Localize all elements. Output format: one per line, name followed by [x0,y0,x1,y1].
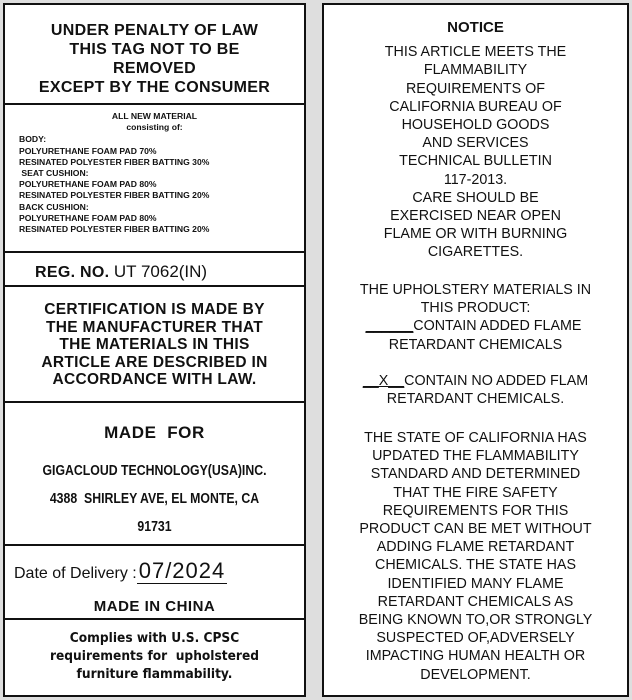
materials-intro-line: THIS PRODUCT: [420,300,531,317]
option-none-text-2: RETARDANT CHEMICALS. [386,391,565,408]
material-item: SEAT CUSHION: [19,168,89,179]
material-heading: ALL NEW MATERIAL [111,111,198,121]
state-line: RETARDANT CHEMICALS AS [377,593,574,610]
notice-line: REQUIREMENTS OF [405,80,545,97]
notice-line: TECHNICAL BULLETIN [399,153,552,170]
material-item: POLYURETHANE FOAM PAD 70% [19,145,157,156]
certification-statement [5,287,304,403]
notice-line: FLAMMABILITY [423,62,528,79]
material-contents [5,105,304,253]
flame-retardant-declaration [324,281,627,408]
cpsc-line: furniture flammability. [76,666,233,682]
material-item: POLYURETHANE FOAM PAD 80% [19,179,157,190]
state-line: THE STATE OF CALIFORNIA HAS [364,430,587,446]
notice-section [324,19,627,262]
notice-line: AND SERVICES [422,135,529,152]
cpsc-compliance [5,620,304,695]
state-line: SUSPECTED OF,ADVERSELY [376,630,575,647]
delivery-label: Date of Delivery : [14,565,137,582]
state-line: CHEMICALS. THE STATE HAS [375,557,576,574]
certification-line: THE MANUFACTURER THAT [46,318,263,336]
law-tag-left-panel [3,3,306,697]
material-item: RESINATED POLYESTER FIBER BATTING 20% [19,224,210,235]
option-added-chemicals [322,317,625,335]
material-item: RESINATED POLYESTER FIBER BATTING 20% [19,190,210,201]
delivery-value: 07/2024 [138,558,226,583]
cpsc-line: requirements for upholstered [49,648,260,664]
state-line: REQUIREMENTS FOR THIS [382,502,569,519]
notice-line: FLAME OR WITH BURNING [383,226,568,243]
materials-intro-line: THE UPHOLSTERY MATERIALS IN [359,282,592,298]
notice-line: EXERCISED NEAR OPEN [390,208,561,225]
state-line: IDENTIFIED MANY FLAME [387,575,564,592]
state-line: PRODUCT CAN BE MET WITHOUT [359,521,592,538]
notice-right-panel [322,3,629,697]
notice-line: 117-2013. [443,171,508,188]
notice-line: CARE SHOULD BE [412,189,539,206]
certification-line: CERTIFICATION IS MADE BY [44,301,265,318]
notice-line: CIGARETTES. [427,244,524,261]
certification-line: THE MATERIALS IN THIS [59,336,250,353]
penalty-line: UNDER PENALTY OF LAW [50,22,259,39]
state-line: IMPACTING HUMAN HEALTH OR [365,648,586,665]
notice-line: HOUSEHOLD GOODS [401,117,550,134]
reg-value: UT 7062(IN) [113,262,208,281]
state-line: ADDING FLAME RETARDANT [376,539,575,556]
made-for-title: MADE FOR [104,423,205,442]
material-item: BODY: [19,134,47,145]
delivery-section [5,546,304,620]
option-none-text: CONTAIN NO ADDED FLAM [404,372,589,389]
state-line: STANDARD AND DETERMINED [370,466,581,483]
penalty-line: REMOVED [113,60,196,77]
state-line: UPDATED THE FLAMMABILITY [372,448,579,465]
certification-line: ACCORDANCE WITH LAW. [52,371,257,388]
country-of-origin: MADE IN CHINA [93,598,216,615]
penalty-line: EXCEPT BY THE CONSUMER [38,79,271,96]
state-line: THAT THE FIRE SAFETY [393,484,558,501]
notice-title: NOTICE [447,19,504,36]
made-for-section [5,403,304,546]
cpsc-line: Complies with U.S. CPSC [69,630,240,646]
state-statement [324,429,627,684]
notice-line: THIS ARTICLE MEETS THE [384,44,567,61]
state-line: DEVELOPMENT. [420,666,531,683]
state-line: BEING KNOWN TO,OR STRONGLY [358,612,593,629]
company-address: 4388 SHIRLEY AVE, EL MONTE, CA [49,491,260,507]
registration-number [5,253,304,287]
option-added-text: CONTAIN ADDED FLAME [413,318,582,335]
option-none-checkmark: __X__ [362,372,405,389]
reg-label: REG. NO. [35,264,110,281]
material-item: RESINATED POLYESTER FIBER BATTING 30% [19,156,210,167]
company-zip: 91731 [137,519,172,535]
notice-line: CALIFORNIA BUREAU OF [389,98,562,115]
material-item: POLYURETHANE FOAM PAD 80% [19,212,157,223]
penalty-line: THIS TAG NOT TO BE [69,41,240,58]
certification-line: ARTICLE ARE DESCRIBED IN [41,353,268,371]
penalty-warning [5,5,304,105]
delivery-date [5,558,304,584]
option-no-added-chemicals [324,372,627,390]
material-subheading: consisting of: [126,122,183,133]
company-name: GIGACLOUD TECHNOLOGY(USA)INC. [42,463,267,479]
option-added-checkmark: ______ [365,318,414,335]
option-added-text-2: RETARDANT CHEMICALS [388,336,563,353]
material-item: BACK CUSHION: [19,201,89,212]
